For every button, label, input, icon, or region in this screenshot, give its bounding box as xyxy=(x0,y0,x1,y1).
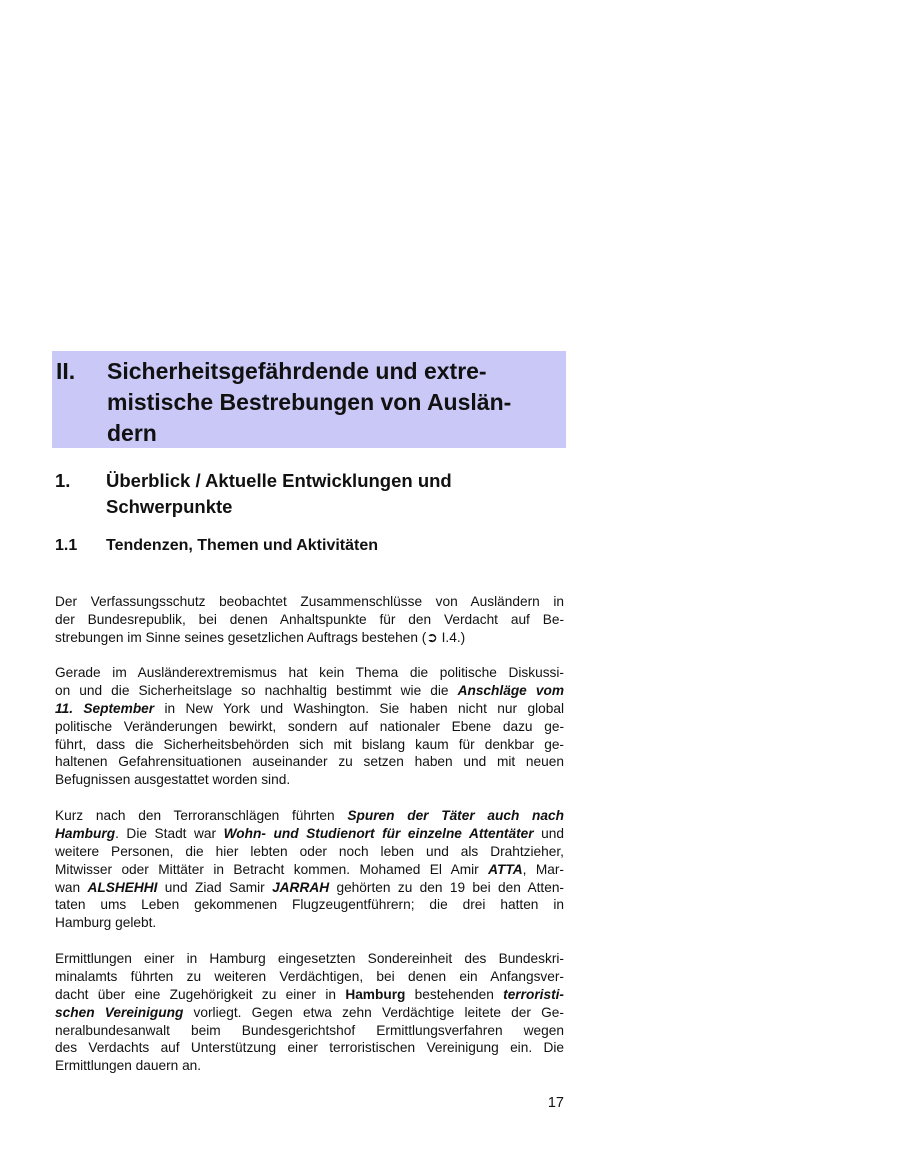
text-line: Hamburg gelebt. xyxy=(55,915,157,931)
emphasis-text: Spuren der Täter auch nach xyxy=(347,808,564,823)
emphasis-text: Hamburg xyxy=(55,825,116,841)
text-line xyxy=(55,861,564,879)
text-run: , Mar- xyxy=(522,861,564,877)
text-line: führt, dass die Sicherheitsbehörden sich mit bislang kaum für denkbar ge- xyxy=(55,736,564,752)
text-run: gehörten zu den 19 bei den Atten- xyxy=(329,879,564,895)
subsection-title: Tendenzen, Themen und Aktivitäten xyxy=(106,537,379,554)
text-run: Mitwisser oder Mittäter in Betracht kommen. Mohamed El Amir xyxy=(55,861,489,877)
text-run: on und die Sicherheitslage so nachhaltig bestimmt wie die xyxy=(55,682,458,698)
text-line: taten ums Leben gekommenen Flugzeugentführern; die drei hatten in xyxy=(55,897,564,913)
emphasis-text: schen Vereinigung xyxy=(55,1004,184,1020)
section-title xyxy=(106,468,452,520)
emphasis-text: Anschläge vom xyxy=(457,682,564,698)
text-line xyxy=(55,682,564,700)
text-run: und xyxy=(533,825,564,841)
text-line: Befugnissen ausgestattet worden sind. xyxy=(55,772,291,788)
emphasis-text: ATTA xyxy=(488,861,523,877)
text-line: Der Verfassungsschutz beobachtet Zusammenschlüsse von Ausländern in xyxy=(55,594,564,609)
text-line: der Bundesrepublik, bei denen Anhaltspunkte für den Verdacht auf Be- xyxy=(55,611,564,627)
emphasis-text: JARRAH xyxy=(272,879,330,895)
chapter-title-line: mistische Bestrebungen von Auslän- xyxy=(107,389,512,415)
text-run: vorliegt. Gegen etwa zehn Verdächtige leitete der Ge- xyxy=(183,1004,564,1020)
chapter-heading xyxy=(52,351,566,448)
text-run: bestehenden xyxy=(405,986,504,1002)
text-line: weitere Personen, die hier lebten oder noch leben und als Drahtzieher, xyxy=(55,843,564,859)
paragraph-3 xyxy=(55,807,564,932)
text-run: in New York und Washington. Sie haben nicht nur global xyxy=(154,700,564,716)
chapter-title xyxy=(107,356,563,449)
chapter-number: II. xyxy=(56,358,76,384)
text-line xyxy=(55,986,564,1004)
paragraph-1 xyxy=(55,593,564,647)
text-line: Gerade im Ausländerextremismus hat kein Thema die politische Diskussi- xyxy=(55,665,564,680)
chapter-title-line: Sicherheitsgefährdende und extre- xyxy=(107,358,487,384)
bold-text: Hamburg xyxy=(345,986,406,1002)
text-line: Ermittlungen einer in Hamburg eingesetzten Sondereinheit des Bundeskri- xyxy=(55,951,564,966)
text-run: . Die Stadt war xyxy=(115,825,224,841)
section-title-line: Schwerpunkte xyxy=(106,496,233,517)
chapter-title-line: dern xyxy=(107,420,157,446)
section-number: 1. xyxy=(55,470,71,491)
paragraph-4 xyxy=(55,950,564,1075)
text-line: des Verdachts auf Unterstützung einer terroristischen Vereinigung ein. Die xyxy=(55,1040,564,1056)
text-run: Kurz nach den Terroranschlägen führten xyxy=(55,808,348,823)
text-line xyxy=(55,807,564,825)
subsection-number: 1.1 xyxy=(55,537,78,554)
text-line: minalamts führten zu weiteren Verdächtigen, bei denen ein Anfangsver- xyxy=(55,968,564,984)
text-line: haltenen Gefahrensituationen auseinander zu setzen haben und mit neuen xyxy=(55,754,564,770)
emphasis-text: terroristi- xyxy=(503,986,564,1002)
paragraph-2 xyxy=(55,664,564,789)
page-number: 17 xyxy=(547,1095,564,1111)
arrow-right-icon: ➲ xyxy=(426,629,438,645)
text-line: Ermittlungen dauern an. xyxy=(55,1058,202,1074)
text-line xyxy=(55,629,564,647)
text-line: politische Veränderungen bewirkt, sondern auf nationaler Ebene dazu ge- xyxy=(55,718,564,734)
text-run: dacht über eine Zugehörigkeit zu einer in xyxy=(55,986,346,1002)
text-line xyxy=(55,825,564,843)
emphasis-text: ALSHEHHI xyxy=(87,879,158,895)
text-run: und Ziad Samir xyxy=(157,879,273,895)
emphasis-text: Wohn- und Studienort für einzelne Attentäter xyxy=(223,825,534,841)
section-title-line: Überblick / Aktuelle Entwicklungen und xyxy=(106,470,452,491)
text-run: wan xyxy=(55,879,88,895)
text-line xyxy=(55,700,564,718)
text-run: strebungen im Sinne seines gesetzlichen Auftrags bestehen ( xyxy=(55,629,427,645)
text-line xyxy=(55,1004,564,1022)
text-line: neralbundesanwalt beim Bundesgerichtshof Ermittlungsverfahren wegen xyxy=(55,1022,564,1038)
emphasis-text: 11. September xyxy=(55,700,155,716)
text-line xyxy=(55,879,564,897)
text-run: I.4.) xyxy=(437,629,466,645)
